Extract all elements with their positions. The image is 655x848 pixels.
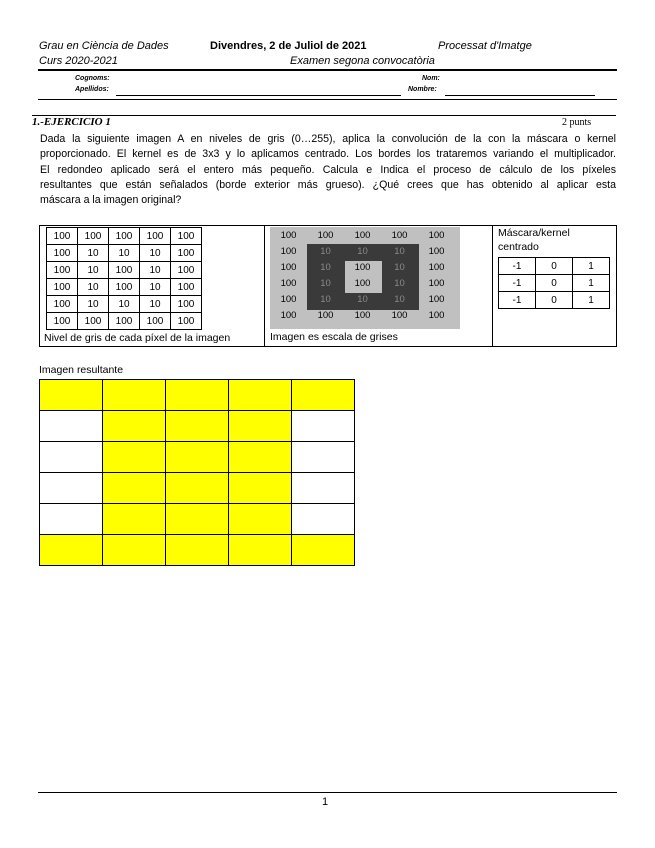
grayscale-value-cell: 100 [354, 229, 371, 241]
gray-level-cell: 10 [78, 262, 109, 279]
name-field-line[interactable] [445, 95, 595, 96]
result-caption: Imagen resultante [39, 364, 124, 376]
gray-level-caption: Nivel de gris de cada píxel de la imagen [44, 332, 231, 344]
gray-level-row [47, 245, 202, 262]
gray-level-row [47, 279, 202, 296]
grayscale-value-cell: 100 [280, 245, 297, 257]
gray-level-row [47, 313, 202, 330]
page-number: 1 [322, 796, 329, 808]
grayscale-value-row [270, 275, 455, 291]
statement-line: proporcionado. El kernel es de 3x3 y lo aplicamos centrado. Los bordes los trataremos variando el multiplicador. [40, 148, 616, 161]
kernel-cell: 0 [536, 292, 573, 309]
grayscale-value-cell: 100 [391, 309, 408, 321]
result-cell-highlighted[interactable] [166, 504, 229, 535]
kernel-cell: -1 [499, 275, 536, 292]
gray-level-cell: 10 [109, 296, 140, 313]
grayscale-value-row [270, 243, 455, 259]
kernel-cell: 1 [573, 292, 610, 309]
grayscale-value-cell: 100 [280, 309, 297, 321]
result-cell-highlighted[interactable] [40, 535, 103, 566]
gray-level-cell: 10 [140, 245, 171, 262]
gray-level-row [47, 296, 202, 313]
result-cell-highlighted[interactable] [40, 380, 103, 411]
gray-level-cell: 100 [171, 296, 202, 313]
result-cell[interactable] [292, 442, 355, 473]
result-cell-highlighted[interactable] [166, 442, 229, 473]
kernel-cell: 1 [573, 258, 610, 275]
result-grid [39, 379, 355, 566]
exercise-rule [32, 115, 616, 116]
gray-level-cell: 100 [140, 313, 171, 330]
kernel-row [499, 275, 610, 292]
gray-level-cell: 10 [140, 262, 171, 279]
header-bottom-rule [38, 99, 617, 100]
grayscale-value-cell: 10 [320, 245, 331, 257]
result-cell-highlighted[interactable] [229, 535, 292, 566]
surname-label-es: Apellidos: [75, 86, 109, 93]
kernel-cell: 0 [536, 258, 573, 275]
result-row [40, 442, 355, 473]
grayscale-value-row [270, 259, 455, 275]
gray-level-cell: 100 [109, 228, 140, 245]
grayscale-value-cell: 100 [428, 245, 445, 257]
grayscale-value-cell: 10 [394, 293, 405, 305]
panel-divider [492, 225, 493, 347]
gray-level-cell: 100 [140, 228, 171, 245]
exercise-title: 1.-EJERCICIO 1 [32, 116, 111, 128]
gray-level-table [46, 227, 202, 330]
gray-level-cell: 100 [171, 245, 202, 262]
gray-level-cell: 100 [109, 279, 140, 296]
result-cell-highlighted[interactable] [166, 535, 229, 566]
gray-level-cell: 100 [171, 262, 202, 279]
result-cell-highlighted[interactable] [229, 411, 292, 442]
statement-line: Dada la siguiente imagen A en niveles de gris (0…255), aplica la convolución de la con la máscara o kernel [40, 133, 616, 145]
grayscale-value-row [270, 227, 455, 243]
grayscale-value-cell: 100 [354, 277, 371, 289]
grayscale-value-cell: 100 [428, 277, 445, 289]
result-cell-highlighted[interactable] [103, 411, 166, 442]
grayscale-value-cell: 100 [428, 229, 445, 241]
grayscale-value-cell: 10 [357, 245, 368, 257]
gray-level-cell: 10 [78, 245, 109, 262]
result-cell-highlighted[interactable] [103, 535, 166, 566]
result-cell[interactable] [292, 504, 355, 535]
grayscale-value-cell: 100 [354, 261, 371, 273]
gray-level-cell: 10 [140, 296, 171, 313]
grayscale-value-cell: 100 [428, 261, 445, 273]
result-row [40, 535, 355, 566]
exercise-statement [40, 132, 616, 208]
gray-level-cell: 100 [47, 296, 78, 313]
exercise-points: 2 punts [562, 117, 592, 128]
grayscale-value-cell: 10 [320, 261, 331, 273]
grayscale-value-cell: 10 [394, 245, 405, 257]
gray-level-cell: 100 [78, 228, 109, 245]
result-cell-highlighted[interactable] [103, 473, 166, 504]
grayscale-value-row [270, 291, 455, 307]
grayscale-value-cell: 100 [280, 293, 297, 305]
statement-line: El redondeo aplicado será el entero más pequeño. Calcula e Indica el proceso de cálculo de los píxeles [40, 163, 616, 176]
result-cell[interactable] [292, 411, 355, 442]
gray-level-cell: 100 [47, 262, 78, 279]
gray-level-row [47, 262, 202, 279]
kernel-cell: 1 [573, 275, 610, 292]
result-cell-highlighted[interactable] [229, 442, 292, 473]
grayscale-value-cell: 100 [428, 309, 445, 321]
result-cell-highlighted[interactable] [103, 442, 166, 473]
kernel-cell: -1 [499, 292, 536, 309]
grayscale-value-cell: 100 [280, 277, 297, 289]
result-row [40, 504, 355, 535]
result-row [40, 473, 355, 504]
result-cell[interactable] [40, 411, 103, 442]
result-cell[interactable] [40, 473, 103, 504]
footer-rule [38, 792, 617, 793]
gray-level-cell: 10 [140, 279, 171, 296]
gray-level-cell: 100 [47, 245, 78, 262]
surname-label: Cognoms: [75, 75, 110, 82]
grayscale-value-row [270, 307, 455, 323]
result-cell[interactable] [292, 473, 355, 504]
kernel-cell: 0 [536, 275, 573, 292]
grayscale-value-cell: 100 [391, 229, 408, 241]
gray-level-cell: 100 [109, 262, 140, 279]
result-row [40, 411, 355, 442]
kernel-row [499, 292, 610, 309]
result-cell-highlighted[interactable] [229, 504, 292, 535]
statement-line: resultantes que están señalados (borde exterior más grueso). ¿Qué crees que has obtenido al aplicar esta [40, 178, 616, 191]
name-label-es: Nombre: [408, 86, 437, 93]
result-cell-highlighted[interactable] [103, 380, 166, 411]
name-label: Nom: [422, 75, 440, 82]
academic-year: Curs 2020-2021 [39, 55, 118, 67]
result-cell-highlighted[interactable] [166, 473, 229, 504]
grayscale-values [270, 227, 455, 323]
exam-date: Divendres, 2 de Juliol de 2021 [210, 40, 367, 52]
gray-level-row [47, 228, 202, 245]
gray-level-cell: 100 [109, 313, 140, 330]
grayscale-caption: Imagen es escala de grises [270, 331, 398, 343]
grayscale-value-cell: 100 [428, 293, 445, 305]
result-row [40, 380, 355, 411]
result-cell-highlighted[interactable] [166, 411, 229, 442]
result-cell-highlighted[interactable] [229, 380, 292, 411]
grayscale-value-cell: 10 [394, 261, 405, 273]
kernel-row [499, 258, 610, 275]
grayscale-value-cell: 100 [317, 229, 334, 241]
result-cell[interactable] [40, 442, 103, 473]
grayscale-value-cell: 100 [280, 229, 297, 241]
surname-field-line[interactable] [116, 95, 401, 96]
statement-line: máscara a la imagen original? [40, 194, 182, 207]
header-rule [38, 69, 617, 71]
course-name: Processat d'Imatge [438, 40, 532, 52]
gray-level-cell: 10 [109, 245, 140, 262]
result-cell-highlighted[interactable] [103, 504, 166, 535]
degree-name: Grau en Ciència de Dades [39, 40, 169, 52]
gray-level-cell: 100 [47, 228, 78, 245]
kernel-cell: -1 [499, 258, 536, 275]
gray-level-cell: 100 [47, 279, 78, 296]
grayscale-value-cell: 10 [320, 277, 331, 289]
grayscale-value-cell: 100 [317, 309, 334, 321]
gray-level-cell: 100 [171, 313, 202, 330]
kernel-subtitle: centrado [498, 241, 539, 253]
exam-session: Examen segona convocatòria [290, 55, 435, 67]
gray-level-cell: 100 [171, 228, 202, 245]
grayscale-value-cell: 10 [357, 293, 368, 305]
grayscale-value-cell: 10 [394, 277, 405, 289]
grayscale-value-cell: 10 [320, 293, 331, 305]
grayscale-value-cell: 100 [354, 309, 371, 321]
result-cell-highlighted[interactable] [166, 380, 229, 411]
panel-divider [264, 225, 265, 347]
gray-level-cell: 100 [171, 279, 202, 296]
kernel-table [498, 257, 610, 309]
gray-level-cell: 10 [78, 279, 109, 296]
result-cell-highlighted[interactable] [229, 473, 292, 504]
gray-level-cell: 100 [78, 313, 109, 330]
result-cell-highlighted[interactable] [292, 380, 355, 411]
gray-level-cell: 100 [47, 313, 78, 330]
result-cell[interactable] [40, 504, 103, 535]
result-cell-highlighted[interactable] [292, 535, 355, 566]
gray-level-cell: 10 [78, 296, 109, 313]
grayscale-value-cell: 100 [280, 261, 297, 273]
kernel-title: Máscara/kernel [498, 227, 570, 239]
